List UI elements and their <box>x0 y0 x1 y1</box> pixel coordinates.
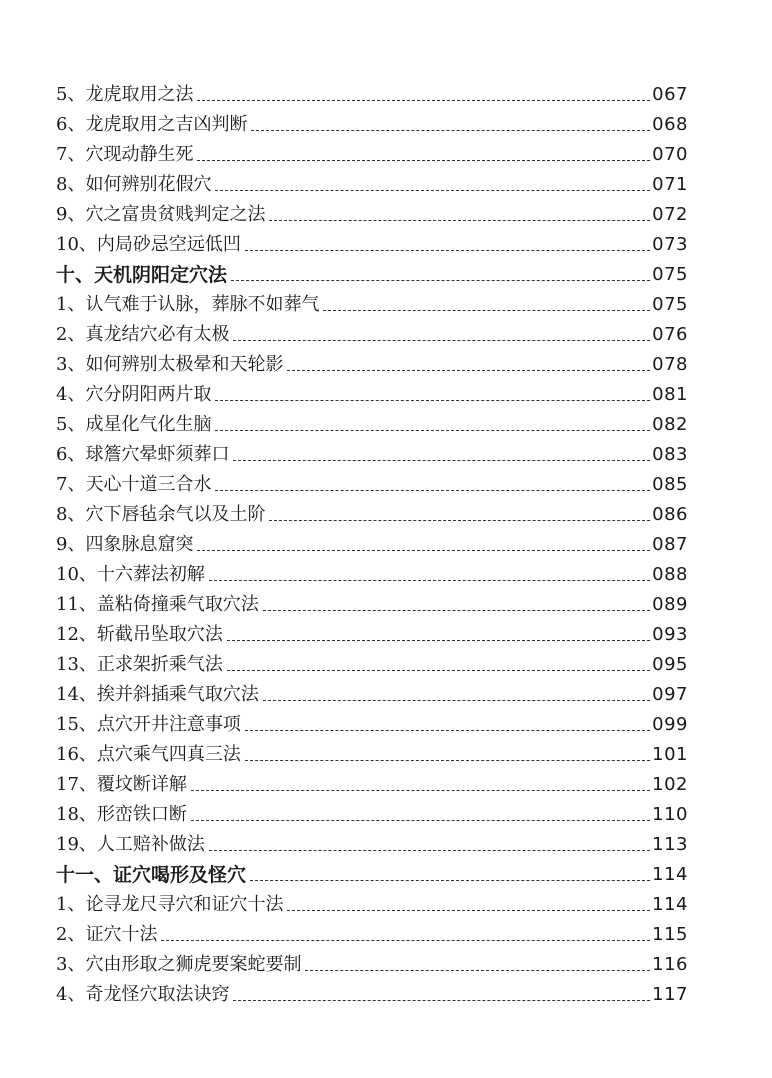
toc-entry-title: 11、盖粘倚撞乘气取穴法 <box>56 594 259 615</box>
toc-page-number: 078 <box>652 354 688 375</box>
toc-entry <box>56 676 688 706</box>
toc-page-number: 073 <box>652 234 688 255</box>
toc-entry <box>56 586 688 616</box>
dash-leader <box>269 220 650 221</box>
toc-entry <box>56 286 688 316</box>
dash-leader <box>287 910 650 911</box>
toc-entry-title: 7、穴现动静生死 <box>56 144 194 165</box>
toc-page-number: 097 <box>652 684 688 705</box>
toc-page-number: 067 <box>652 84 688 105</box>
dash-leader <box>209 850 650 851</box>
toc-entry-title: 8、穴下唇毡余气以及土阶 <box>56 504 266 525</box>
dash-leader <box>245 730 650 731</box>
toc-entry <box>56 526 688 556</box>
toc-entry <box>56 226 688 256</box>
dash-leader <box>263 700 650 701</box>
dash-leader <box>250 880 650 881</box>
toc-page-number: 081 <box>652 384 688 405</box>
toc-entry-title: 5、龙虎取用之法 <box>56 84 194 105</box>
toc-entry <box>56 106 688 136</box>
dash-leader <box>191 820 650 821</box>
toc-entry-title: 9、四象脉息窟突 <box>56 534 194 555</box>
toc-page-number: 115 <box>652 924 688 945</box>
dash-leader <box>233 340 650 341</box>
toc-entry <box>56 406 688 436</box>
toc-entry <box>56 976 688 1006</box>
toc-entry-title: 14、挨并斜插乘气取穴法 <box>56 684 259 705</box>
toc-page-number: 085 <box>652 474 688 495</box>
toc-entry-title: 1、论寻龙尺寻穴和证穴十法 <box>56 894 284 915</box>
toc-entry <box>56 346 688 376</box>
toc-entry-title: 3、穴由形取之狮虎要案蛇要制 <box>56 954 302 975</box>
toc-page-number: 068 <box>652 114 688 135</box>
toc-entry-title: 1、认气难于认脉，葬脉不如葬气 <box>56 294 320 315</box>
toc-entry <box>56 946 688 976</box>
toc-page-number: 117 <box>652 984 688 1005</box>
toc-page-number: 113 <box>652 834 688 855</box>
toc-entry-title: 3、如何辨别太极晕和天轮影 <box>56 354 284 375</box>
toc-entry-title: 7、天心十道三合水 <box>56 474 212 495</box>
toc-entry-title: 16、点穴乘气四真三法 <box>56 744 241 765</box>
toc-page-number: 088 <box>652 564 688 585</box>
toc-page-number: 099 <box>652 714 688 735</box>
dash-leader <box>209 580 650 581</box>
toc-entry-title: 2、证穴十法 <box>56 924 158 945</box>
toc-page-number: 075 <box>652 264 688 285</box>
toc-entry <box>56 646 688 676</box>
toc-list <box>56 76 688 1006</box>
toc-entry <box>56 196 688 226</box>
toc-entry-title: 19、人工赔补做法 <box>56 834 205 855</box>
dash-leader <box>251 130 650 131</box>
dash-leader <box>215 400 650 401</box>
toc-section-heading <box>56 856 688 886</box>
toc-page-number: 086 <box>652 504 688 525</box>
dash-leader <box>245 250 650 251</box>
toc-entry <box>56 796 688 826</box>
toc-page-number: 082 <box>652 414 688 435</box>
dash-leader <box>197 550 650 551</box>
toc-entry <box>56 556 688 586</box>
toc-entry-title: 十、天机阴阳定穴法 <box>56 264 228 286</box>
toc-entry-title: 9、穴之富贵贫贱判定之法 <box>56 204 266 225</box>
dash-leader <box>215 430 650 431</box>
toc-entry-title: 10、内局砂忌空远低凹 <box>56 234 241 255</box>
toc-entry <box>56 76 688 106</box>
toc-entry <box>56 766 688 796</box>
toc-page-number: 071 <box>652 174 688 195</box>
dash-leader <box>197 160 650 161</box>
toc-entry <box>56 916 688 946</box>
toc-page-number: 075 <box>652 294 688 315</box>
toc-entry <box>56 496 688 526</box>
dash-leader <box>269 520 650 521</box>
toc-page-number: 114 <box>652 864 688 885</box>
toc-entry-title: 15、点穴开井注意事项 <box>56 714 241 735</box>
dash-leader <box>191 790 650 791</box>
toc-entry <box>56 886 688 916</box>
toc-page-number: 101 <box>652 744 688 765</box>
toc-entry <box>56 166 688 196</box>
toc-entry-title: 10、十六葬法初解 <box>56 564 205 585</box>
toc-entry <box>56 616 688 646</box>
dash-leader <box>231 280 650 281</box>
table-of-contents <box>56 76 688 1006</box>
toc-entry-title: 6、球簷穴晕虾须葬口 <box>56 444 230 465</box>
toc-entry-title: 5、成星化气化生脑 <box>56 414 212 435</box>
dash-leader <box>287 370 650 371</box>
dash-leader <box>227 670 650 671</box>
dash-leader <box>263 610 650 611</box>
toc-page-number: 076 <box>652 324 688 345</box>
toc-entry <box>56 736 688 766</box>
dash-leader <box>233 460 650 461</box>
toc-page-number: 089 <box>652 594 688 615</box>
toc-entry-title: 17、覆坟断详解 <box>56 774 187 795</box>
dash-leader <box>197 100 650 101</box>
dash-leader <box>245 760 650 761</box>
dash-leader <box>233 1000 650 1001</box>
toc-entry-title: 6、龙虎取用之吉凶判断 <box>56 114 248 135</box>
toc-page-number: 070 <box>652 144 688 165</box>
toc-entry <box>56 466 688 496</box>
toc-page-number: 114 <box>652 894 688 915</box>
toc-entry <box>56 376 688 406</box>
toc-page-number: 116 <box>652 954 688 975</box>
dash-leader <box>227 640 650 641</box>
toc-entry <box>56 436 688 466</box>
toc-entry-title: 8、如何辨别花假穴 <box>56 174 212 195</box>
toc-entry-title: 十一、证穴喝形及怪穴 <box>56 864 247 886</box>
toc-entry-title: 4、穴分阴阳两片取 <box>56 384 212 405</box>
toc-page-number: 095 <box>652 654 688 675</box>
toc-page-number: 110 <box>652 804 688 825</box>
dash-leader <box>215 190 650 191</box>
toc-section-heading <box>56 256 688 286</box>
toc-entry <box>56 316 688 346</box>
toc-entry-title: 13、正求架折乘气法 <box>56 654 223 675</box>
toc-entry-title: 18、形峦铁口断 <box>56 804 187 825</box>
toc-page-number: 102 <box>652 774 688 795</box>
toc-entry-title: 4、奇龙怪穴取法诀窍 <box>56 984 230 1005</box>
dash-leader <box>305 970 650 971</box>
toc-page-number: 083 <box>652 444 688 465</box>
dash-leader <box>323 310 650 311</box>
toc-entry <box>56 826 688 856</box>
toc-page-number: 093 <box>652 624 688 645</box>
dash-leader <box>161 940 650 941</box>
toc-entry <box>56 136 688 166</box>
toc-page-number: 087 <box>652 534 688 555</box>
dash-leader <box>215 490 650 491</box>
toc-entry-title: 12、斩截吊坠取穴法 <box>56 624 223 645</box>
toc-entry-title: 2、真龙结穴必有太极 <box>56 324 230 345</box>
toc-page-number: 072 <box>652 204 688 225</box>
toc-entry <box>56 706 688 736</box>
